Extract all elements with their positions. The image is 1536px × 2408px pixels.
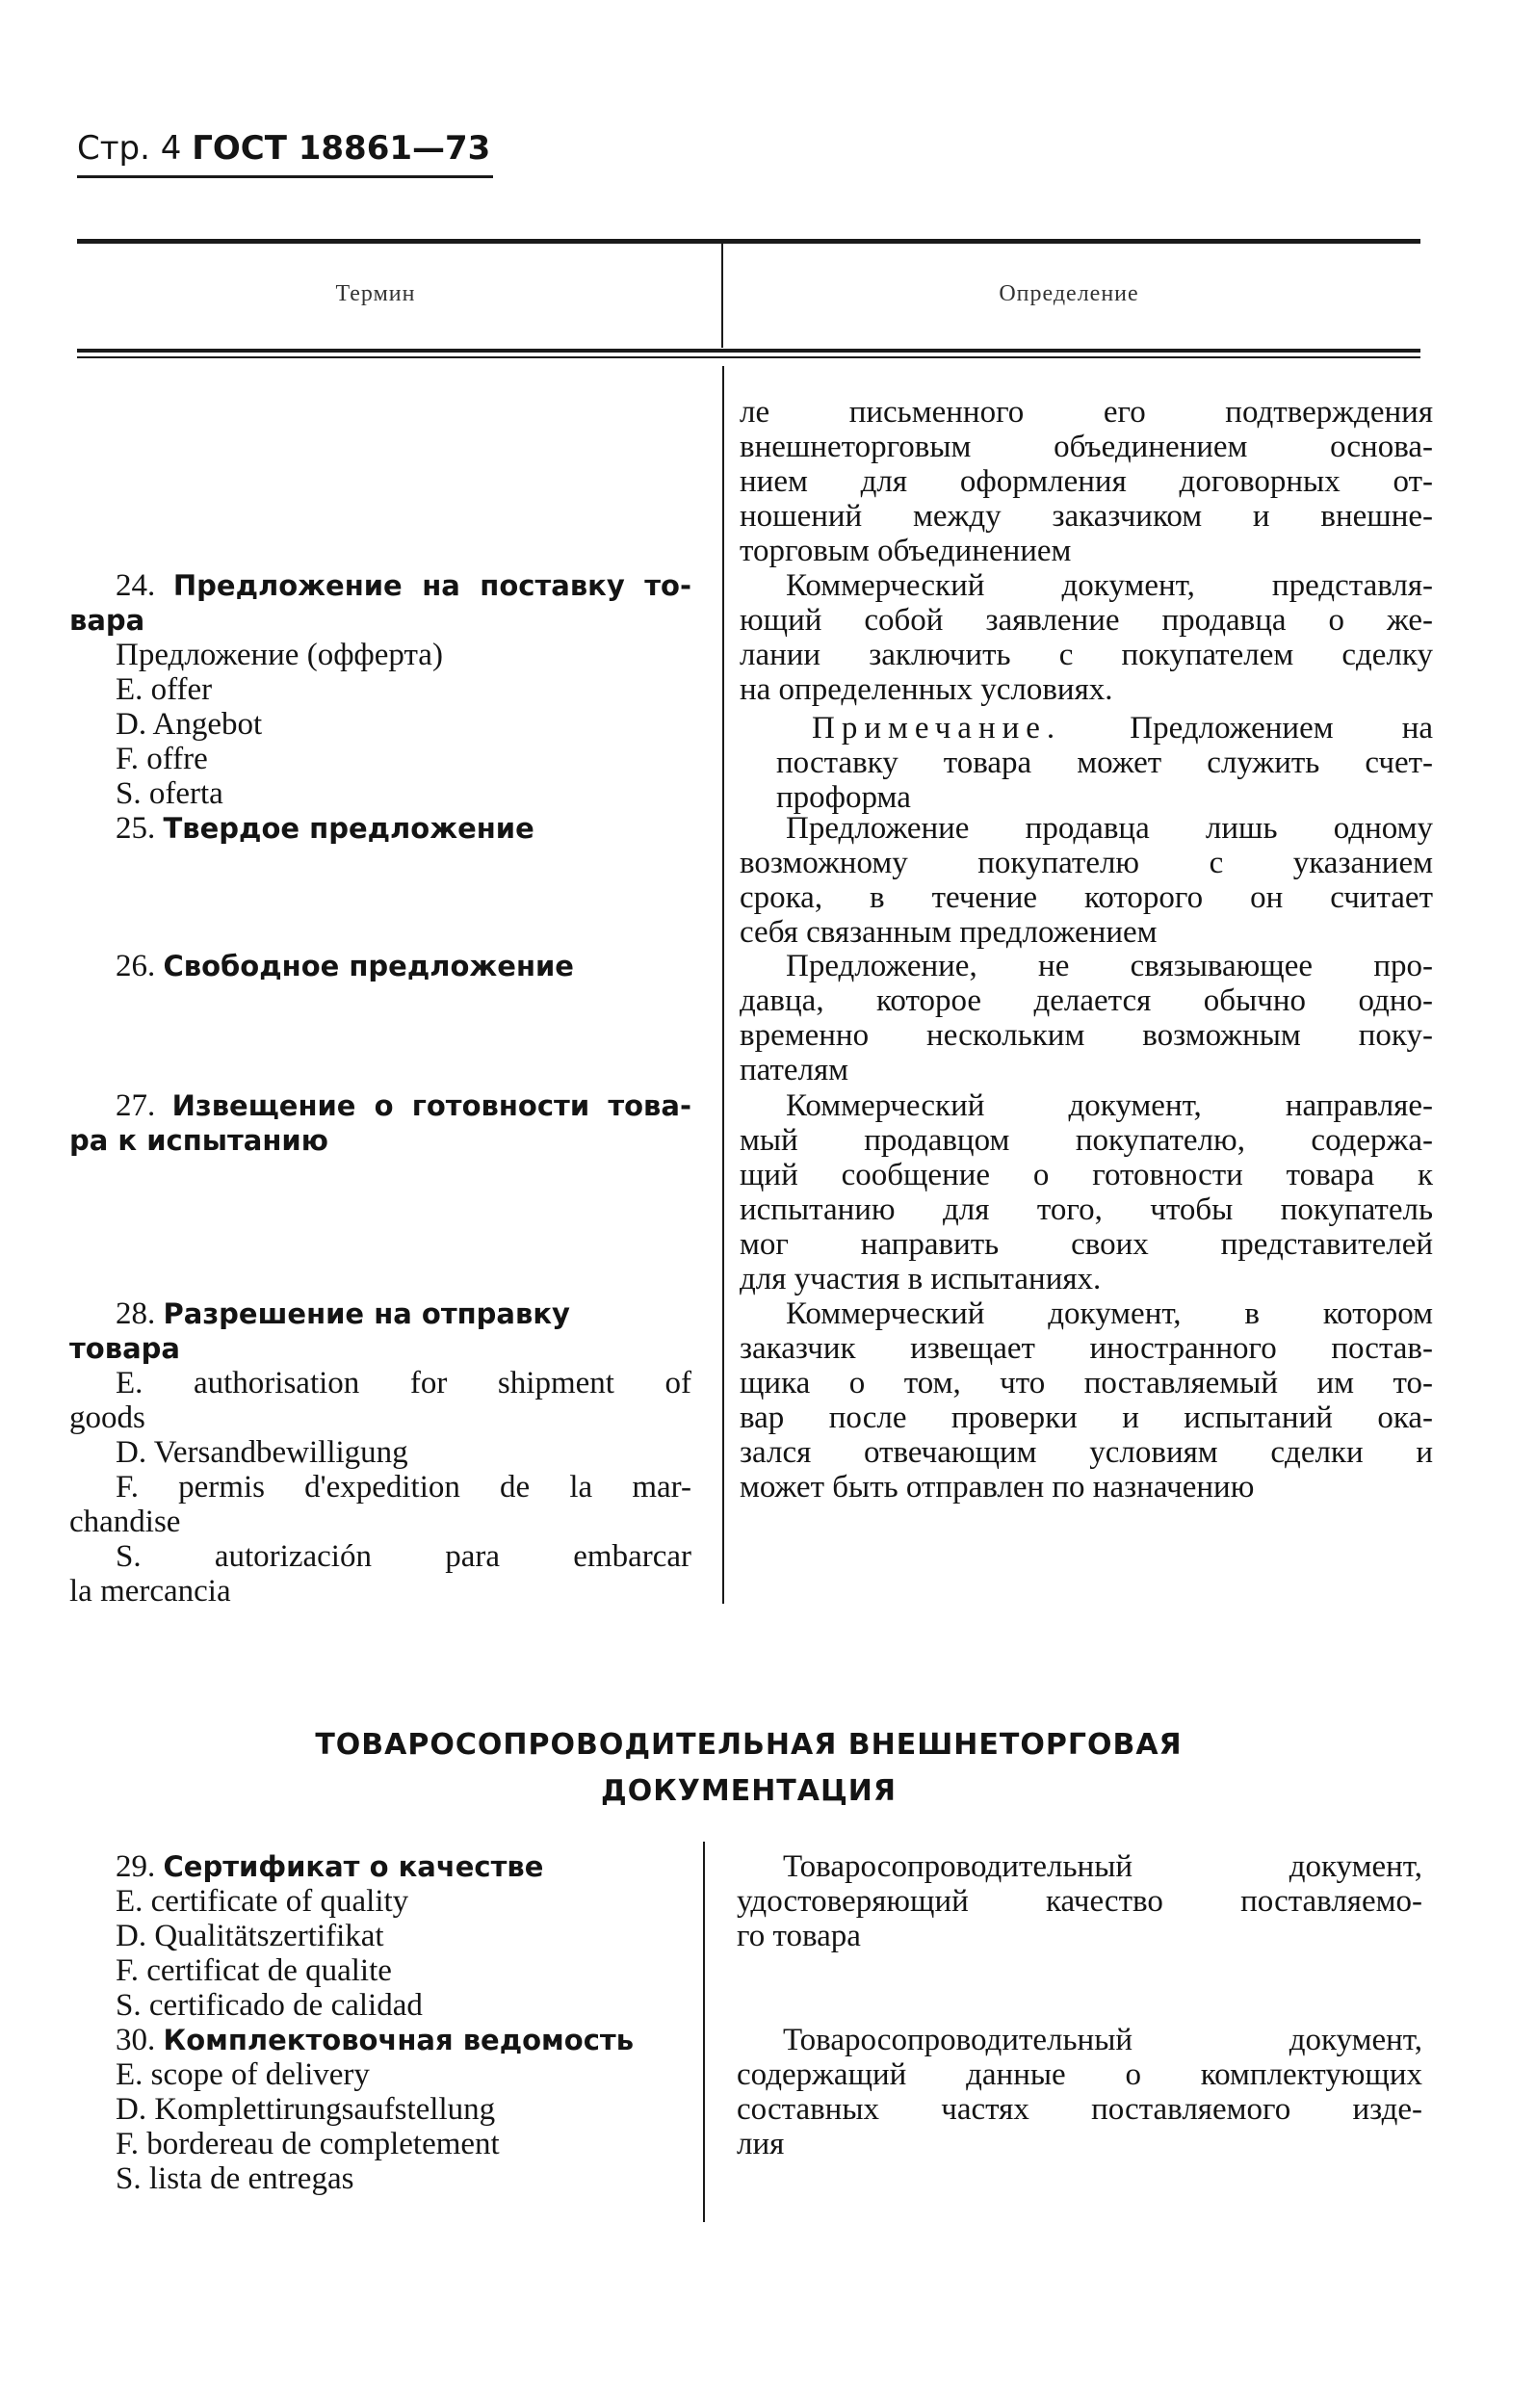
definition-continuation	[740, 395, 1433, 568]
page-label: Стр. 4	[77, 129, 182, 168]
note-line: поставку товара может служить счет-	[776, 746, 1433, 780]
term-title-line: ра к испытанию	[69, 1124, 328, 1157]
term-title-line	[69, 568, 691, 603]
table-column-divider	[722, 366, 724, 1604]
table-column-divider-2	[703, 1842, 705, 2222]
definition-line: испытанию для того, чтобы покупатель	[740, 1192, 1433, 1227]
definition-line: временно нескольким возможным поку-	[740, 1018, 1433, 1053]
note-text: Предложением на	[1130, 711, 1434, 746]
note-line	[740, 711, 1433, 746]
definition-line: го товара	[737, 1919, 861, 1953]
term-title: Предложение на поставку то-	[172, 569, 692, 602]
term-number: 28.	[116, 1296, 156, 1331]
term-number: 25.	[116, 811, 156, 846]
definition-line: ющий собой заявление продавца о же-	[740, 603, 1433, 638]
term-24	[69, 568, 691, 811]
definition-line: вар после проверки и испытаний ока-	[740, 1400, 1433, 1435]
definition-line: лия	[737, 2127, 785, 2161]
section-title-line: ДОКУМЕНТАЦИЯ	[600, 1774, 898, 1808]
term-synonym: Предложение (офферта)	[116, 638, 443, 672]
term-title-line	[69, 1088, 691, 1123]
definition-line: Коммерческий документ, в котором	[786, 1296, 1433, 1331]
definition-line: Коммерческий документ, представля-	[786, 568, 1433, 603]
term-title: Свободное предложение	[163, 950, 574, 982]
foreign-equivalent: D. Versandbewilligung	[116, 1435, 408, 1470]
term-number: 24.	[116, 568, 156, 603]
definition-line: Товаросопроводительный документ,	[783, 2023, 1422, 2057]
term-title-line	[69, 1849, 691, 1884]
foreign-equivalent: D. Komplettirungsaufstellung	[116, 2092, 496, 2127]
definition-30	[737, 2023, 1422, 2161]
definition-line: Предложение продавца лишь одному	[786, 811, 1433, 846]
definition-line: лании заключить с покупателем сделку	[740, 638, 1433, 672]
term-title: Извещение о готовности това-	[171, 1089, 692, 1122]
term-title-line	[69, 2023, 691, 2057]
definition-line: на определенных условиях.	[740, 672, 1113, 707]
term-title: Сертификат о качестве	[163, 1850, 544, 1883]
definition-29	[737, 1849, 1422, 1953]
page-header	[77, 127, 490, 170]
definition-line: для участия в испытаниях.	[740, 1262, 1102, 1296]
definition-27	[740, 1088, 1433, 1296]
definition-line: пателям	[740, 1053, 849, 1087]
header-underline	[77, 175, 493, 178]
term-27	[69, 1088, 691, 1158]
definition-line: возможному покупателю с указанием	[740, 846, 1433, 880]
definition-line: может быть отправлен по назначению	[740, 1470, 1255, 1505]
foreign-equivalent: S. lista de entregas	[116, 2161, 354, 2196]
foreign-equivalent: S. oferta	[116, 776, 223, 811]
term-title: Комплектовочная ведомость	[163, 2024, 635, 2056]
definition-line: щика о том, что поставляемый им то-	[740, 1366, 1433, 1400]
term-title-line	[69, 1296, 691, 1331]
standard-code: ГОСТ 18861—73	[192, 129, 491, 168]
foreign-equivalent: E. authorisation for shipment of	[116, 1366, 691, 1400]
definition-line: Предложение, не связывающее про-	[786, 949, 1433, 983]
term-28	[69, 1296, 691, 1609]
foreign-equivalent: F. certificat de qualite	[116, 1953, 392, 1988]
term-title-line: товара	[69, 1332, 180, 1365]
section-title	[77, 1722, 1420, 1815]
definition-line: нием для оформления договорных от-	[740, 464, 1433, 499]
definition-line: содержащий данные о комплектующих	[737, 2057, 1422, 2092]
term-number: 26.	[116, 949, 156, 983]
term-title-line	[69, 811, 691, 846]
foreign-equivalent: E. certificate of quality	[116, 1884, 409, 1919]
column-header-term: Термин	[335, 281, 416, 306]
definition-line: щий сообщение о готовности товара к	[740, 1158, 1433, 1192]
foreign-equivalent: S. certificado de calidad	[116, 1988, 423, 2023]
table-head-rule	[77, 349, 1420, 353]
definition-line: Товаросопроводительный документ,	[783, 1849, 1422, 1884]
foreign-equivalent: S. autorización para embarcar	[116, 1539, 691, 1574]
foreign-equivalent: D. Angebot	[116, 707, 263, 742]
definition-line: давца, которое делается обычно одно-	[740, 983, 1433, 1018]
note-label: Примечание.	[812, 711, 1062, 746]
definition-line: ле письменного его подтверждения	[740, 395, 1433, 430]
foreign-equivalent: chandise	[69, 1505, 181, 1539]
definition-line: торговым объединением	[740, 534, 1072, 568]
term-title-line: вара	[69, 604, 145, 637]
definition-line: себя связанным предложением	[740, 915, 1158, 950]
foreign-equivalent: E. scope of delivery	[116, 2057, 370, 2092]
definition-line: мый продавцом покупателю, содержа-	[740, 1123, 1433, 1158]
term-number: 27.	[116, 1088, 156, 1123]
term-title: Разрешение на отправку	[163, 1297, 570, 1330]
foreign-equivalent: F. bordereau de completement	[116, 2127, 500, 2161]
definition-26	[740, 949, 1433, 1087]
term-title-line	[69, 949, 691, 983]
foreign-equivalent: E. offer	[116, 672, 213, 707]
foreign-equivalent: goods	[69, 1400, 145, 1435]
term-number: 29.	[116, 1849, 156, 1884]
definition-line: мог направить своих представителей	[740, 1227, 1433, 1262]
note-line: проформа	[776, 780, 911, 815]
definition-line: ношений между заказчиком и внешне-	[740, 499, 1433, 534]
column-header-definition: Определение	[999, 281, 1139, 306]
definition-line: Коммерческий документ, направляе-	[786, 1088, 1433, 1123]
table-head-rule-double	[77, 356, 1420, 358]
definition-line: срока, в течение которого он считает	[740, 880, 1433, 915]
foreign-equivalent: F. offre	[116, 742, 208, 776]
foreign-equivalent: F. permis d'expedition de la mar-	[116, 1470, 691, 1505]
term-30	[69, 2023, 691, 2196]
definition-24	[740, 568, 1433, 815]
definition-line: составных частях поставляемого изде-	[737, 2092, 1422, 2127]
definition-line: заказчик извещает иностранного постав-	[740, 1331, 1433, 1366]
foreign-equivalent: D. Qualitätszertifikat	[116, 1919, 384, 1953]
term-title: Твердое предложение	[163, 812, 534, 845]
foreign-equivalent: la mercancia	[69, 1574, 231, 1609]
definition-line: удостоверяющий качество поставляемо-	[737, 1884, 1422, 1919]
term-25	[69, 811, 691, 846]
term-number: 30.	[116, 2023, 156, 2057]
definition-line: зался отвечающим условиям сделки и	[740, 1435, 1433, 1470]
table-top-rule	[77, 239, 1420, 244]
definition-28	[740, 1296, 1433, 1505]
definition-line: внешнеторговым объединением основа-	[740, 430, 1433, 464]
section-title-line: ТОВАРОСОПРОВОДИТЕЛЬНАЯ ВНЕШНЕТОРГОВАЯ	[315, 1728, 1183, 1762]
definition-25	[740, 811, 1433, 950]
term-26	[69, 949, 691, 983]
term-29	[69, 1849, 691, 2023]
